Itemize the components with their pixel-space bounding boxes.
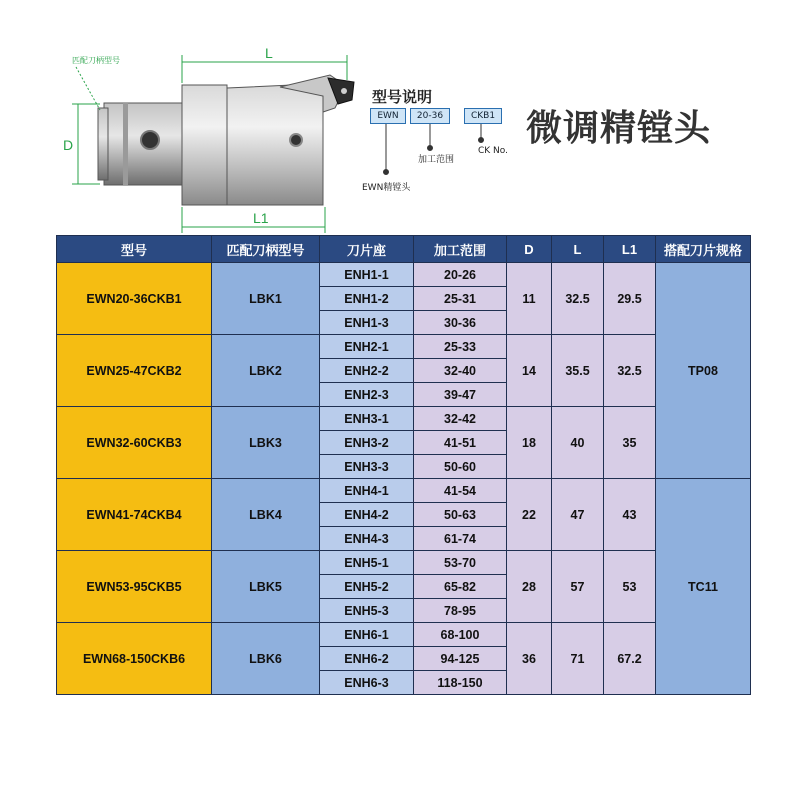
model-cell: EWN53-95CKB5 bbox=[57, 551, 212, 623]
table-row bbox=[57, 335, 751, 359]
insert-seat-cell: ENH3-1 bbox=[320, 407, 414, 431]
legend-label-range: 加工范围 bbox=[418, 155, 455, 165]
insert-seat-cell: ENH4-3 bbox=[320, 527, 414, 551]
range-cell: 32-42 bbox=[414, 407, 507, 431]
legend-label-series: EWN精镗头 bbox=[362, 183, 411, 193]
range-cell: 41-51 bbox=[414, 431, 507, 455]
l1-cell: 43 bbox=[604, 479, 656, 551]
model-cell: EWN20-36CKB1 bbox=[57, 263, 212, 335]
range-cell: 61-74 bbox=[414, 527, 507, 551]
model-cell: EWN25-47CKB2 bbox=[57, 335, 212, 407]
table-row bbox=[57, 623, 751, 647]
holder-cell: LBK1 bbox=[212, 263, 320, 335]
range-cell: 118-150 bbox=[414, 671, 507, 695]
legend-label-ck: CK No. bbox=[478, 146, 508, 156]
legend-connectors bbox=[384, 122, 484, 175]
range-cell: 25-33 bbox=[414, 335, 507, 359]
range-cell: 68-100 bbox=[414, 623, 507, 647]
insert-seat-cell: ENH4-2 bbox=[320, 503, 414, 527]
range-cell: 65-82 bbox=[414, 575, 507, 599]
holder-cell: LBK6 bbox=[212, 623, 320, 695]
insert-seat-cell: ENH4-1 bbox=[320, 479, 414, 503]
header-range: 加工范围 bbox=[414, 236, 507, 263]
table-row bbox=[57, 551, 751, 575]
holder-cell: LBK3 bbox=[212, 407, 320, 479]
insert-seat-cell: ENH6-1 bbox=[320, 623, 414, 647]
spec-table bbox=[56, 235, 751, 695]
range-cell: 30-36 bbox=[414, 311, 507, 335]
header-d: D bbox=[507, 236, 552, 263]
dim-D-label: D bbox=[63, 137, 74, 153]
holder-cell: LBK4 bbox=[212, 479, 320, 551]
insert-seat-cell: ENH2-2 bbox=[320, 359, 414, 383]
header-model: 型号 bbox=[57, 236, 212, 263]
holder-cell: LBK2 bbox=[212, 335, 320, 407]
brand-title: 微调精镗头 bbox=[526, 108, 712, 149]
dim-L1-label: L1 bbox=[253, 210, 269, 226]
l1-cell: 67.2 bbox=[604, 623, 656, 695]
d-cell: 22 bbox=[507, 479, 552, 551]
insert-seat-cell: ENH3-2 bbox=[320, 431, 414, 455]
l-cell: 47 bbox=[552, 479, 604, 551]
range-cell: 94-125 bbox=[414, 647, 507, 671]
insert-seat-cell: ENH6-2 bbox=[320, 647, 414, 671]
legend-title: 型号说明 bbox=[372, 88, 433, 106]
l1-cell: 29.5 bbox=[604, 263, 656, 335]
header-l1: L1 bbox=[604, 236, 656, 263]
insert-seat-cell: ENH1-1 bbox=[320, 263, 414, 287]
legend-code-series: EWN bbox=[370, 108, 406, 124]
legend-code-range: 20-36 bbox=[410, 108, 450, 124]
range-cell: 53-70 bbox=[414, 551, 507, 575]
range-cell: 32-40 bbox=[414, 359, 507, 383]
insert-seat-cell: ENH5-3 bbox=[320, 599, 414, 623]
table-row bbox=[57, 479, 751, 503]
range-cell: 20-26 bbox=[414, 263, 507, 287]
holder-cell: LBK5 bbox=[212, 551, 320, 623]
range-cell: 50-63 bbox=[414, 503, 507, 527]
model-cell: EWN32-60CKB3 bbox=[57, 407, 212, 479]
range-cell: 41-54 bbox=[414, 479, 507, 503]
table-header-row bbox=[57, 236, 751, 263]
head-body bbox=[182, 75, 354, 205]
d-cell: 36 bbox=[507, 623, 552, 695]
insert-seat-cell: ENH1-3 bbox=[320, 311, 414, 335]
range-cell: 39-47 bbox=[414, 383, 507, 407]
insert-seat-cell: ENH2-1 bbox=[320, 335, 414, 359]
insert-seat-cell: ENH3-3 bbox=[320, 455, 414, 479]
l-cell: 57 bbox=[552, 551, 604, 623]
header-insert-seat: 刀片座 bbox=[320, 236, 414, 263]
insert-seat-cell: ENH2-3 bbox=[320, 383, 414, 407]
model-cell: EWN41-74CKB4 bbox=[57, 479, 212, 551]
d-cell: 28 bbox=[507, 551, 552, 623]
l-cell: 32.5 bbox=[552, 263, 604, 335]
dim-L-label: L bbox=[265, 45, 273, 61]
d-cell: 18 bbox=[507, 407, 552, 479]
l1-cell: 35 bbox=[604, 407, 656, 479]
header-blade-spec: 搭配刀片规格 bbox=[656, 236, 751, 263]
table-row bbox=[57, 407, 751, 431]
blade-spec-cell: TP08 bbox=[656, 263, 751, 479]
range-cell: 78-95 bbox=[414, 599, 507, 623]
blade-spec-cell: TC11 bbox=[656, 479, 751, 695]
l-cell: 40 bbox=[552, 407, 604, 479]
adjust-screw-icon bbox=[290, 134, 302, 146]
header-holder: 匹配刀柄型号 bbox=[212, 236, 320, 263]
legend-code-ck: CKB1 bbox=[464, 108, 502, 124]
insert-seat-cell: ENH5-1 bbox=[320, 551, 414, 575]
model-cell: EWN68-150CKB6 bbox=[57, 623, 212, 695]
d-cell: 11 bbox=[507, 263, 552, 335]
d-cell: 14 bbox=[507, 335, 552, 407]
insert-seat-cell: ENH1-2 bbox=[320, 287, 414, 311]
range-cell: 25-31 bbox=[414, 287, 507, 311]
insert-seat-cell: ENH6-3 bbox=[320, 671, 414, 695]
header-l: L bbox=[552, 236, 604, 263]
l-cell: 35.5 bbox=[552, 335, 604, 407]
l1-cell: 53 bbox=[604, 551, 656, 623]
shank-hole-icon bbox=[141, 131, 159, 149]
l-cell: 71 bbox=[552, 623, 604, 695]
insert-seat-cell: ENH5-2 bbox=[320, 575, 414, 599]
holder-note-label: 匹配刀柄型号 bbox=[72, 56, 120, 65]
table-row bbox=[57, 263, 751, 287]
range-cell: 50-60 bbox=[414, 455, 507, 479]
l1-cell: 32.5 bbox=[604, 335, 656, 407]
shank bbox=[98, 103, 182, 185]
